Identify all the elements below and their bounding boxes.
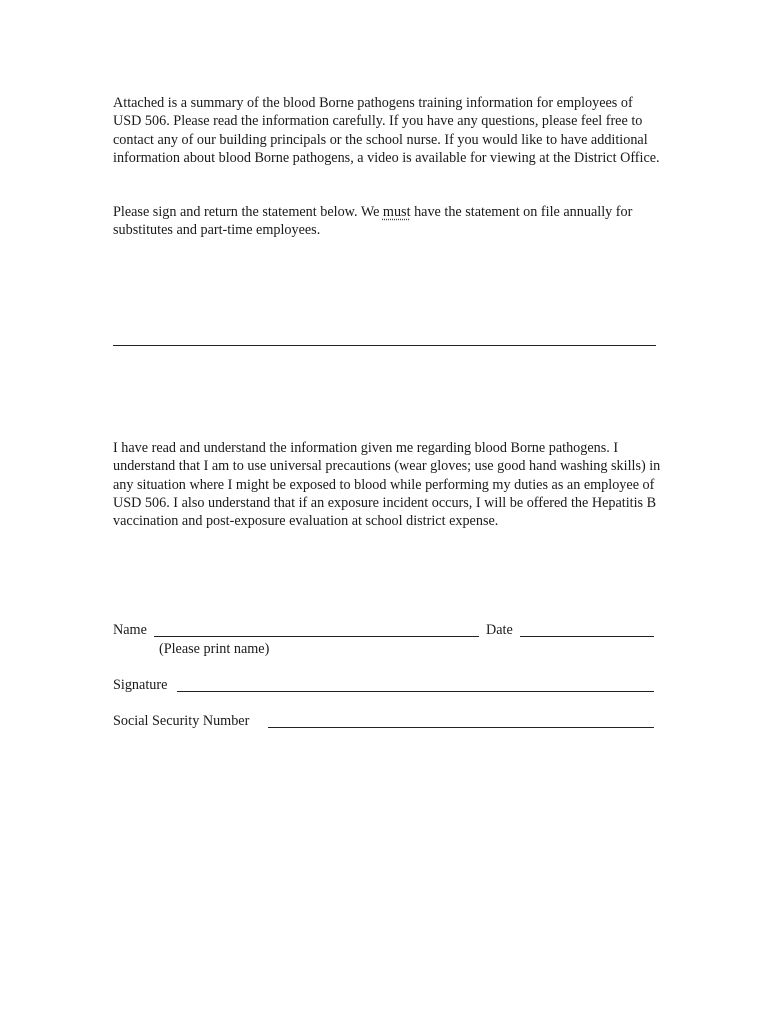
ssn-label: Social Security Number xyxy=(113,713,250,729)
date-label: Date xyxy=(486,622,513,638)
name-field[interactable] xyxy=(154,636,479,637)
date-field[interactable] xyxy=(520,636,654,637)
instructions-paragraph xyxy=(113,203,663,240)
signature-label: Signature xyxy=(113,677,168,693)
instructions-text-end: have the statement on file annually for substitutes and part-time employees. xyxy=(113,204,633,239)
instructions-text-start: Please sign and return the statement below. We xyxy=(113,204,383,220)
print-name-hint: (Please print name) xyxy=(159,641,270,657)
emphasis-must: must xyxy=(382,204,411,220)
signature-row xyxy=(113,676,658,694)
name-label: Name xyxy=(113,622,147,638)
acknowledgement-paragraph: I have read and understand the information given me regarding blood Borne pathogens. I understand that I am to use universal precautions (wear gloves; use good hand washing skills) in any situation where I might be exposed to blood while performing my duties as an employee of USD 506. I also understand that if an exposure incident occurs, I will be offered the Hepatitis B vaccination and post-exposure evaluation at school district expense. xyxy=(113,440,661,530)
signature-field[interactable] xyxy=(177,691,654,692)
intro-paragraph: Attached is a summary of the blood Borne pathogens training information for employees of USD 506. Please read the information carefully. If you have any questions, please feel free to contact any of our building principals or the school nurse. If you would like to have additional information about blood Borne pathogens, a video is available for viewing at the District Office. xyxy=(113,95,660,166)
cut-line-divider xyxy=(113,345,656,346)
name-date-row xyxy=(113,621,658,639)
ssn-row xyxy=(113,712,658,730)
ssn-field[interactable] xyxy=(268,727,654,728)
